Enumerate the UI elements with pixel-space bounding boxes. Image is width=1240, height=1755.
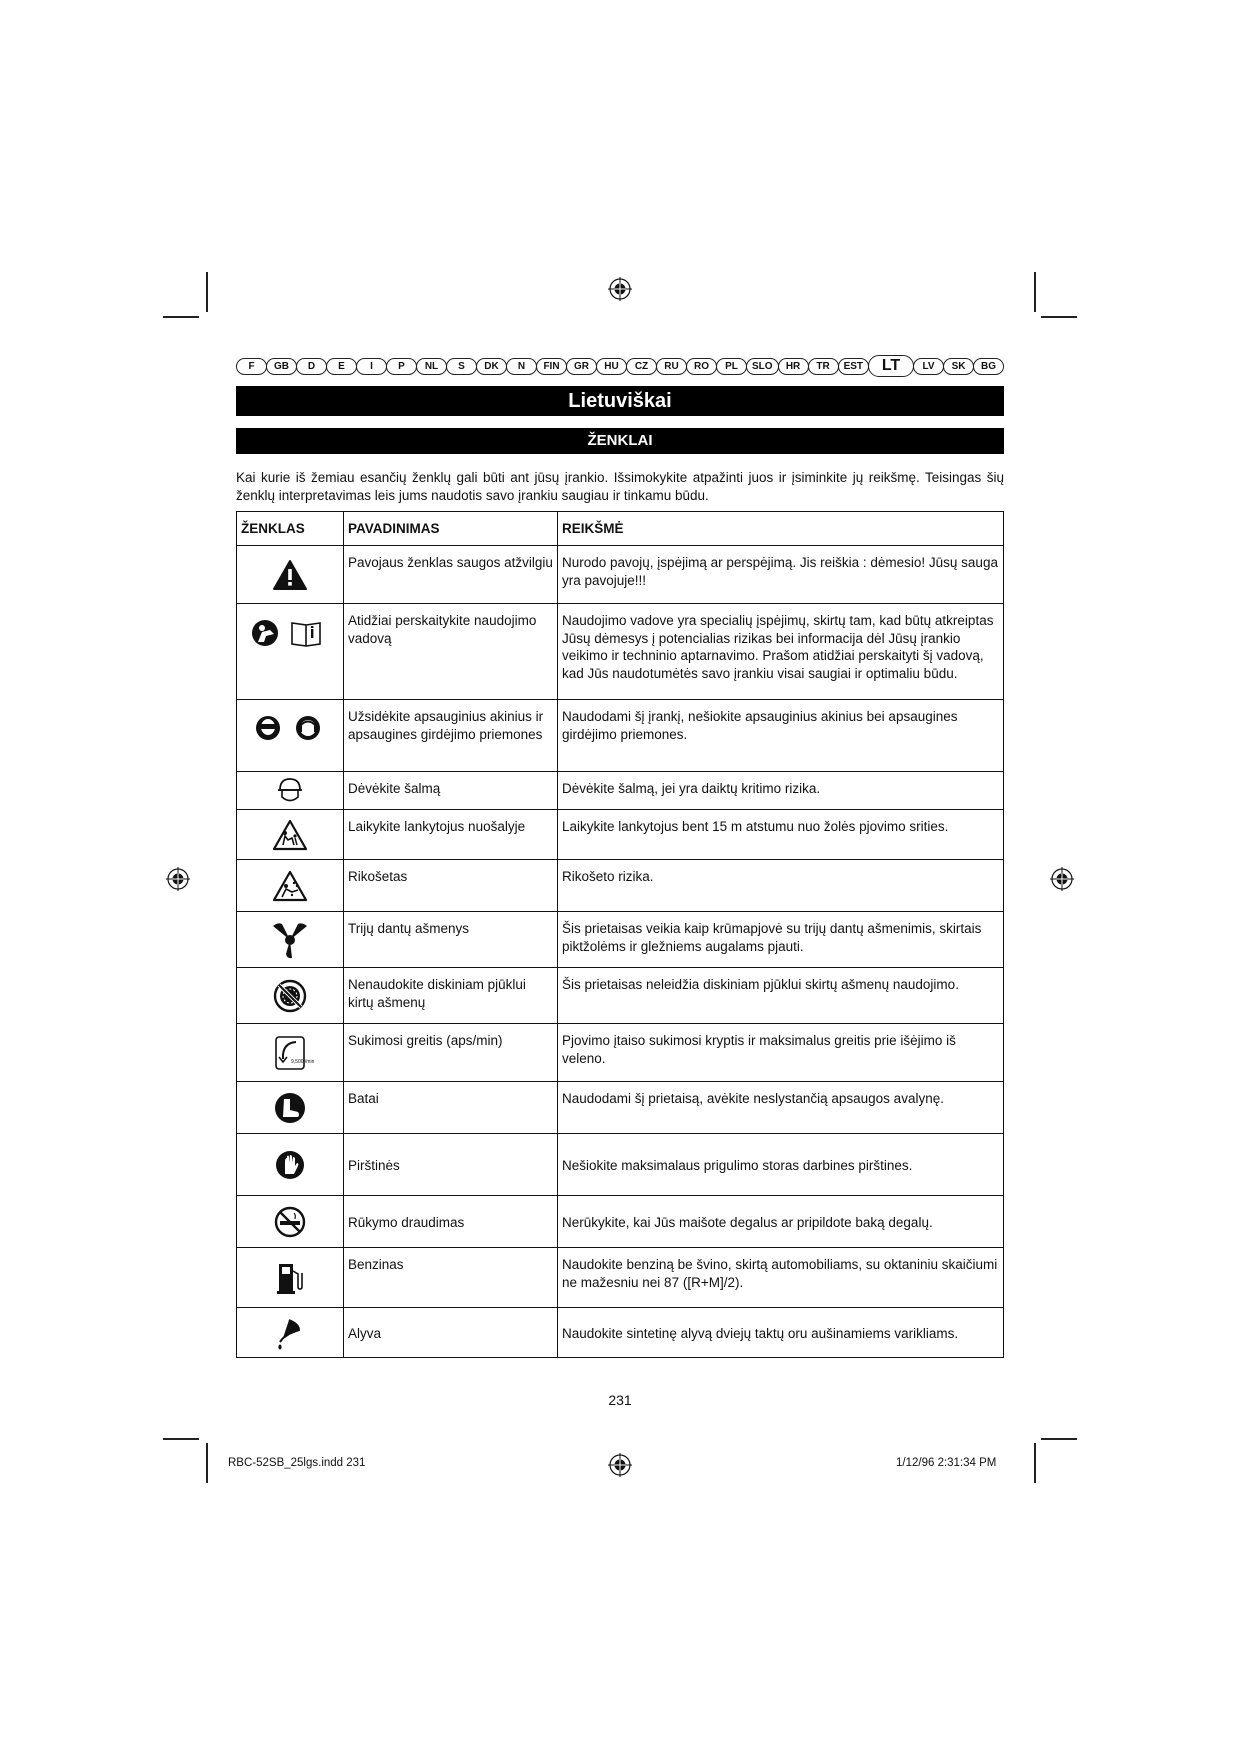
sign-name: Dėvėkite šalmą — [344, 772, 558, 810]
sign-cell — [237, 912, 344, 968]
header-meaning: REIKŠMĖ — [558, 512, 1004, 546]
header-sign: ŽENKLAS — [237, 512, 344, 546]
language-bar — [236, 356, 1006, 376]
sign-meaning: Nerūkykite, kai Jūs maišote degalus ar pripildote baką degalų. — [558, 1196, 1004, 1248]
page-number: 231 — [608, 1392, 632, 1408]
ricochet-icon — [272, 870, 308, 902]
sign-cell — [237, 860, 344, 912]
sign-cell — [237, 1134, 344, 1196]
crop-mark — [1041, 316, 1077, 318]
table-row — [237, 860, 1004, 912]
table-row — [237, 1196, 1004, 1248]
read-manual-icon — [252, 618, 328, 648]
sign-meaning: Dėvėkite šalmą, jei yra daiktų kritimo rizika. — [558, 772, 1004, 810]
table-row — [237, 1308, 1004, 1358]
sign-meaning: Naudokite sintetinę alyvą dviejų taktų oru aušinamiems varikliams. — [558, 1308, 1004, 1358]
page-title: Lietuviškai — [236, 386, 1004, 416]
sign-name: Užsidėkite apsauginius akinius ir apsaugines girdėjimo priemones — [344, 700, 558, 772]
sign-meaning: Rikošeto rizika. — [558, 860, 1004, 912]
helmet-icon — [277, 777, 303, 805]
language-tab-lv: LV — [913, 358, 944, 375]
language-tab-hr: HR — [778, 358, 809, 375]
language-tab-f: F — [236, 358, 267, 375]
sign-cell — [237, 546, 344, 604]
registration-mark-icon — [608, 1453, 632, 1477]
language-tab-ru: RU — [656, 358, 687, 375]
table-row — [237, 1082, 1004, 1134]
eye-ear-protection-icon — [256, 714, 324, 742]
warning-triangle-icon — [272, 559, 308, 591]
language-tab-lt: LT — [868, 355, 914, 377]
intro-paragraph: Kai kurie iš žemiau esančių ženklų gali būti ant jūsų įrankio. Išsimokykite atpažinti juos ir įsiminkite jų reikšmę. Teisingas šių ženklų interpretavimas leis jums naudotis savo įrankiu saugiau ir tinkamu būdu. — [236, 470, 1004, 503]
footer-timestamp: 1/12/96 2:31:34 PM — [896, 1457, 997, 1469]
sign-name: Pavojaus ženklas saugos atžvilgiu — [344, 546, 558, 604]
language-tab-ro: RO — [686, 358, 717, 375]
sign-name: Benzinas — [344, 1248, 558, 1308]
sign-meaning: Šis prietaisas neleidžia diskiniam pjūklui skirtų ašmenų naudojimo. — [558, 968, 1004, 1024]
language-tab-p: P — [386, 358, 417, 375]
table-row — [237, 546, 1004, 604]
crop-mark — [1041, 1438, 1077, 1440]
language-tab-pl: PL — [716, 358, 747, 375]
sign-name: Batai — [344, 1082, 558, 1134]
sign-meaning: Naudojimo vadove yra specialių įspėjimų, skirtų tam, kad būtų atkreiptas Jūsų dėmesys į potencialias rizikas bei informacija dėl Jūsų įrankio veikimo ir techninio aptarnavimo. Prašom atidžiai perskaityti šį vadovą, kad Jūs naudotumėtės savo įrankiu visai saugiai ir optimaliu būdu. — [558, 604, 1004, 700]
section-heading: ŽENKLAI — [236, 428, 1004, 454]
sign-cell — [237, 810, 344, 860]
sign-name: Alyva — [344, 1308, 558, 1358]
table-header-row — [237, 512, 1004, 546]
table-row — [237, 604, 1004, 700]
sign-cell — [237, 1082, 344, 1134]
sign-name: Trijų dantų ašmenys — [344, 912, 558, 968]
language-tab-i: I — [356, 358, 387, 375]
crop-mark — [1034, 272, 1036, 312]
gloves-icon — [275, 1150, 305, 1180]
table-row — [237, 700, 1004, 772]
crop-mark — [206, 1443, 208, 1483]
language-tab-n: N — [506, 358, 537, 375]
registration-mark-icon — [166, 867, 190, 891]
sign-name: Sukimosi greitis (aps/min) — [344, 1024, 558, 1082]
language-tab-gb: GB — [266, 358, 297, 375]
language-tab-gr: GR — [566, 358, 597, 375]
footer-filename: RBC-52SB_25lgs.indd 231 — [228, 1457, 366, 1469]
language-tab-bg: BG — [973, 358, 1004, 375]
sign-meaning: Naudodami šį prietaisą, avėkite neslystančią apsaugos avalynę. — [558, 1082, 1004, 1134]
language-tab-tr: TR — [808, 358, 839, 375]
sign-meaning: Naudokite benziną be švino, skirtą automobiliams, su oktaniniu skaičiumi ne mažesniu nei 87 ([R+M]/2). — [558, 1248, 1004, 1308]
sign-name: Pirštinės — [344, 1134, 558, 1196]
oil-can-icon — [275, 1316, 305, 1350]
crop-mark — [163, 1438, 199, 1440]
sign-cell — [237, 700, 344, 772]
table-row — [237, 912, 1004, 968]
svg-text:9,500 /min: 9,500 /min — [291, 1058, 315, 1065]
crop-mark — [163, 316, 199, 318]
sign-meaning: Pjovimo įtaiso sukimosi kryptis ir maksimalus greitis prie išėjimo iš veleno. — [558, 1024, 1004, 1082]
language-tab-dk: DK — [476, 358, 507, 375]
language-tab-s: S — [446, 358, 477, 375]
crop-mark — [1034, 1443, 1036, 1483]
table-row — [237, 968, 1004, 1024]
registration-mark-icon — [608, 277, 632, 301]
fuel-pump-icon — [276, 1261, 304, 1295]
header-name: PAVADINIMAS — [344, 512, 558, 546]
registration-mark-icon — [1050, 867, 1074, 891]
sign-name: Rikošetas — [344, 860, 558, 912]
boots-icon — [274, 1092, 306, 1124]
sign-name: Nenaudokite diskiniam pjūklui kirtų ašmenų — [344, 968, 558, 1024]
sign-cell — [237, 1024, 344, 1082]
no-smoking-icon — [274, 1206, 306, 1238]
language-tab-est: EST — [838, 358, 869, 375]
language-tab-e: E — [326, 358, 357, 375]
language-tab-cz: CZ — [626, 358, 657, 375]
sign-name: Laikykite lankytojus nuošalyje — [344, 810, 558, 860]
sign-cell — [237, 772, 344, 810]
rotation-speed-icon — [274, 1035, 315, 1071]
sign-cell — [237, 1308, 344, 1358]
three-tooth-blade-icon — [270, 920, 310, 960]
sign-meaning: Naudodami šį įrankį, nešiokite apsauginius akinius bei apsaugines girdėjimo priemones. — [558, 700, 1004, 772]
sign-meaning: Nešiokite maksimalaus prigulimo storas darbines pirštines. — [558, 1134, 1004, 1196]
sign-cell — [237, 968, 344, 1024]
crop-mark — [206, 272, 208, 312]
table-row — [237, 1024, 1004, 1082]
sign-cell — [237, 604, 344, 700]
sign-cell — [237, 1248, 344, 1308]
no-circular-saw-icon — [273, 979, 307, 1013]
table-row — [237, 1248, 1004, 1308]
language-tab-sk: SK — [943, 358, 974, 375]
language-tab-nl: NL — [416, 358, 447, 375]
sign-name: Rūkymo draudimas — [344, 1196, 558, 1248]
sign-meaning: Nurodo pavojų, įspėjimą ar perspėjimą. Jis reiškia : dėmesio! Jūsų sauga yra pavojuje!!! — [558, 546, 1004, 604]
language-tab-slo: SLO — [746, 358, 779, 375]
sign-meaning: Laikykite lankytojus bent 15 m atstumu nuo žolės pjovimo srities. — [558, 810, 1004, 860]
sign-cell — [237, 1196, 344, 1248]
language-tab-d: D — [296, 358, 327, 375]
table-row — [237, 1134, 1004, 1196]
keep-bystanders-away-icon — [272, 819, 308, 851]
signs-table — [236, 511, 1004, 1358]
sign-meaning: Šis prietaisas veikia kaip krūmapjovė su trijų dantų ašmenimis, skirtais piktžolėms ir gležniems augalams pjauti. — [558, 912, 1004, 968]
sign-name: Atidžiai perskaitykite naudojimo vadovą — [344, 604, 558, 700]
table-row — [237, 810, 1004, 860]
table-row — [237, 772, 1004, 810]
language-tab-hu: HU — [596, 358, 627, 375]
language-tab-fin: FIN — [536, 358, 567, 375]
